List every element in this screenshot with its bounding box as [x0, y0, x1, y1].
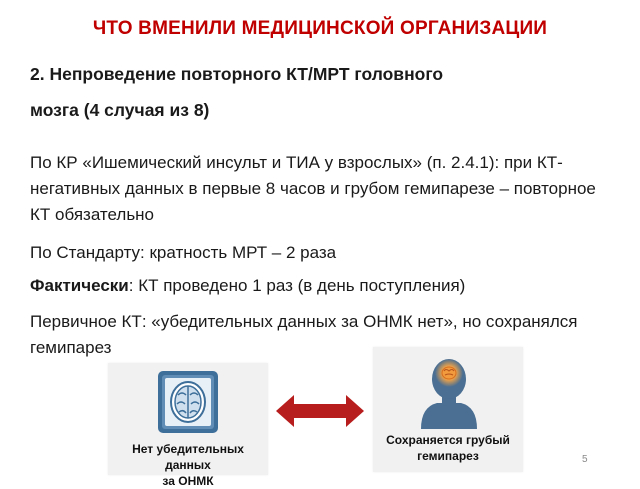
- paragraph-actual: [30, 273, 620, 299]
- brain-scan-icon: [156, 369, 220, 435]
- head-brain-glow-icon: [419, 355, 479, 429]
- paragraph-standard: По Стандарту: кратность МРТ – 2 раза: [30, 243, 337, 262]
- actual-label: Фактически: [30, 276, 129, 295]
- paragraph-clinical-guideline: По КР «Ишемический инсульт и ТИА у взрослых» (п. 2.4.1): при КТ-негативных данных в первые 8 часов и грубом гемипарезе – повторное КТ обязательно: [30, 153, 596, 224]
- card-no-evidence-label: Нет убедительных данных за ОНМК: [132, 442, 244, 488]
- section-heading-line1: 2. Непроведение повторного КТ/МРТ головного: [30, 64, 444, 84]
- card-no-evidence: [108, 363, 268, 488]
- double-arrow-icon: [276, 393, 364, 429]
- paragraph-primary-ct: Первичное КТ: «убедительных данных за ОНМК нет», но сохранялся гемипарез: [30, 312, 578, 357]
- page-number: 5: [582, 454, 588, 465]
- section-heading-line2: мозга (4 случая из 8): [30, 100, 210, 120]
- card-hemiparesis-label: Сохраняется грубый гемипарез: [386, 433, 510, 463]
- slide-title: ЧТО ВМЕНИЛИ МЕДИЦИНСКОЙ ОРГАНИЗАЦИИ: [92, 18, 548, 39]
- actual-text: : КТ проведено 1 раз (в день поступления): [128, 276, 466, 295]
- card-hemiparesis: [373, 347, 523, 472]
